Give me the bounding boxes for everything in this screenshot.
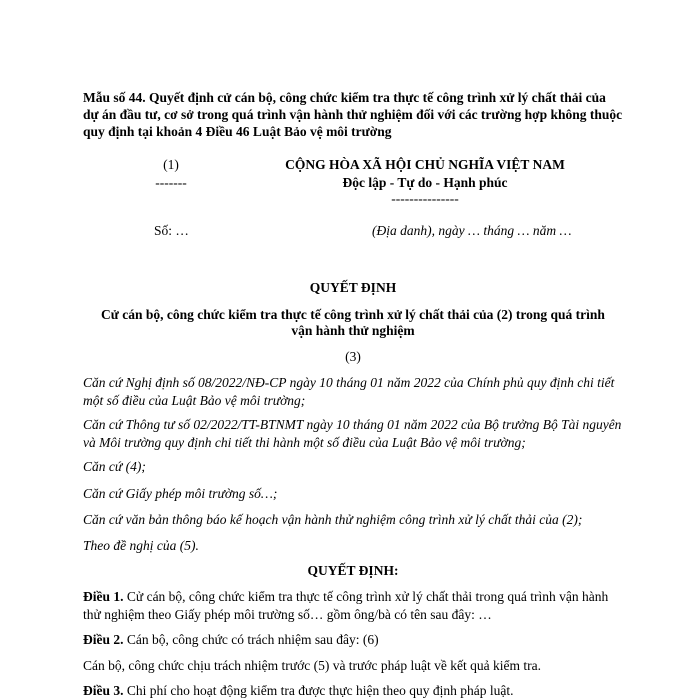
- article-2-responsibility: [83, 657, 623, 675]
- article-1: [83, 588, 623, 624]
- country-name: CỘNG HÒA XÃ HỘI CHỦ NGHĨA VIỆT NAM: [285, 157, 565, 172]
- decision-subject-line2: vận hành thử nghiệm: [291, 323, 415, 338]
- issuing-authority: (3): [345, 349, 361, 364]
- issuing-agency-code: (1): [163, 157, 179, 172]
- legal-basis-4: Căn cứ Giấy phép môi trường số…;: [83, 486, 278, 501]
- article-3-text: Chi phí cho hoạt động kiểm tra được thực hiện theo quy định pháp luật.: [123, 683, 514, 698]
- legal-basis-3: Căn cứ (4);: [83, 459, 146, 474]
- document-number: Số: …: [154, 223, 189, 238]
- right-divider: ---------------: [391, 191, 459, 206]
- article-2-text: Cán bộ, công chức có trách nhiệm sau đây: (6): [123, 632, 379, 647]
- article-1-label: Điều 1.: [83, 589, 124, 604]
- decides-heading: QUYẾT ĐỊNH:: [307, 563, 399, 578]
- decision-subject-line1: Cử cán bộ, công chức kiểm tra thực tế công trình xử lý chất thải của (2) trong quá trình: [101, 307, 605, 322]
- article-1-text: Cử cán bộ, công chức kiểm tra thực tế công trình xử lý chất thải trong quá trình vận hành thử nghiệm theo Giấy phép môi trường số… gồm ông/bà có tên sau đây: …: [83, 589, 609, 622]
- proposal-basis: Theo đề nghị của (5).: [83, 538, 199, 553]
- article-3: [83, 682, 623, 700]
- article-2: [83, 631, 623, 649]
- national-motto: Độc lập - Tự do - Hạnh phúc: [342, 175, 508, 190]
- decision-heading: QUYẾT ĐỊNH: [309, 280, 397, 295]
- article-3-label: Điều 3.: [83, 683, 124, 698]
- article-2-responsibility-text: Cán bộ, công chức chịu trách nhiệm trước (5) và trước pháp luật về kết quả kiểm tra.: [83, 658, 541, 673]
- place-date: (Địa danh), ngày … tháng … năm …: [372, 223, 572, 238]
- form-title: Mẫu số 44. Quyết định cử cán bộ, công chức kiểm tra thực tế công trình xử lý chất thải của dự án đầu tư, cơ sở trong quá trình vận hành thử nghiệm đối với các trường hợp không thuộc quy định tại khoản 4 Điều 46 Luật Bảo vệ môi trường: [83, 90, 623, 139]
- legal-basis-1: Căn cứ Nghị định số 08/2022/NĐ-CP ngày 10 tháng 01 năm 2022 của Chính phủ quy định chi tiết một số điều của Luật Bảo vệ môi trường;: [83, 375, 615, 408]
- legal-basis-5: Căn cứ văn bản thông báo kế hoạch vận hành thử nghiệm công trình xử lý chất thải của (2);: [83, 512, 583, 527]
- legal-basis-2: Căn cứ Thông tư số 02/2022/TT-BTNMT ngày 10 tháng 01 năm 2022 của Bộ trưởng Bộ Tài nguyên và Môi trường quy định chi tiết thi hành một số điều của Luật Bảo vệ môi trường;: [83, 417, 622, 450]
- article-2-label: Điều 2.: [83, 632, 124, 647]
- left-divider: -------: [155, 175, 187, 190]
